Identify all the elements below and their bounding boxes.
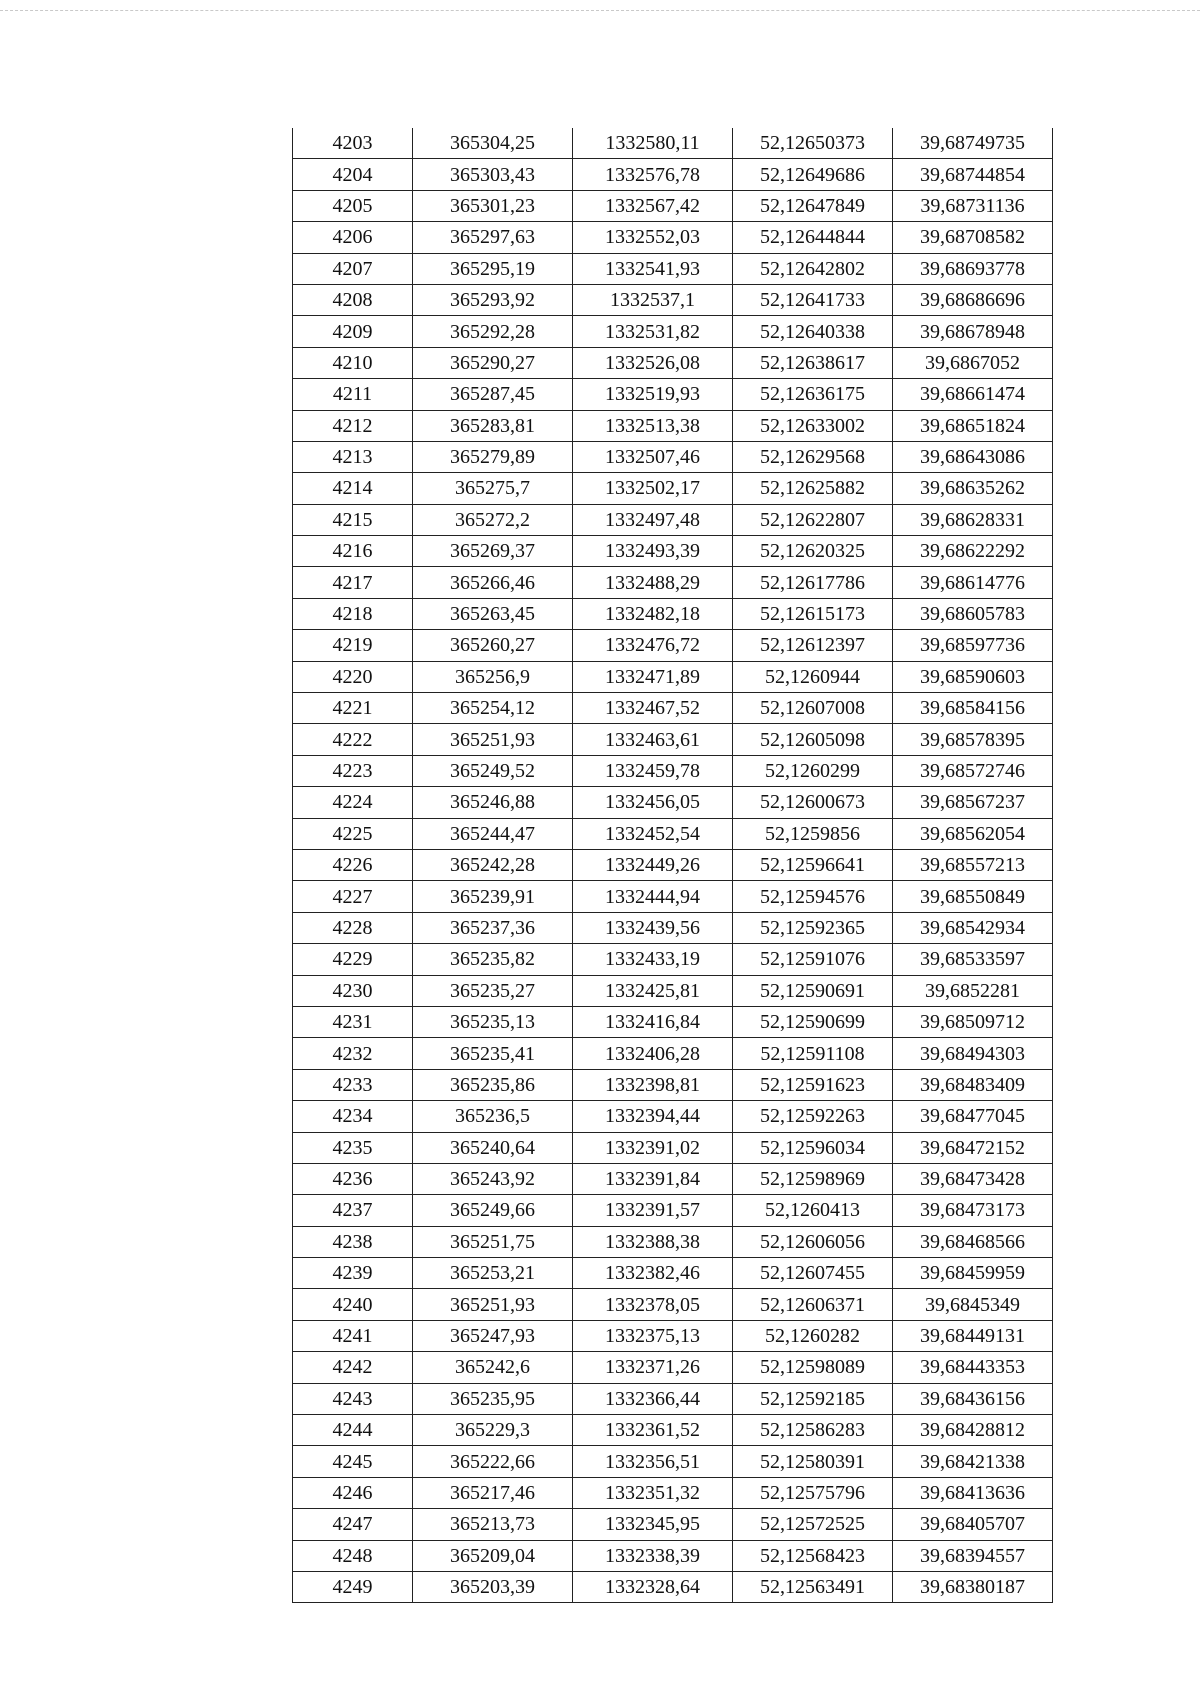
latitude-cell: 52,12596034	[733, 1132, 893, 1163]
y-coordinate-cell: 1332488,29	[573, 567, 733, 598]
longitude-cell: 39,6845349	[893, 1289, 1053, 1320]
latitude-cell: 52,12575796	[733, 1477, 893, 1508]
table-row	[293, 536, 1053, 567]
y-coordinate-cell: 1332456,05	[573, 787, 733, 818]
table-row	[293, 441, 1053, 472]
latitude-cell: 52,12572525	[733, 1509, 893, 1540]
y-coordinate-cell: 1332507,46	[573, 441, 733, 472]
y-coordinate-cell: 1332375,13	[573, 1320, 733, 1351]
table-row	[293, 1038, 1053, 1069]
table-row	[293, 630, 1053, 661]
y-coordinate-cell: 1332476,72	[573, 630, 733, 661]
point-number-cell: 4247	[293, 1509, 413, 1540]
longitude-cell: 39,68643086	[893, 441, 1053, 472]
table-row	[293, 881, 1053, 912]
scan-edge-line	[0, 10, 1200, 11]
point-number-cell: 4210	[293, 347, 413, 378]
table-row	[293, 1006, 1053, 1037]
longitude-cell: 39,68628331	[893, 504, 1053, 535]
point-number-cell: 4238	[293, 1226, 413, 1257]
x-coordinate-cell: 365229,3	[413, 1415, 573, 1446]
point-number-cell: 4215	[293, 504, 413, 535]
point-number-cell: 4218	[293, 598, 413, 629]
point-number-cell: 4236	[293, 1163, 413, 1194]
longitude-cell: 39,68443353	[893, 1352, 1053, 1383]
latitude-cell: 52,12629568	[733, 441, 893, 472]
longitude-cell: 39,68744854	[893, 159, 1053, 190]
point-number-cell: 4239	[293, 1258, 413, 1289]
point-number-cell: 4240	[293, 1289, 413, 1320]
point-number-cell: 4248	[293, 1540, 413, 1571]
longitude-cell: 39,68472152	[893, 1132, 1053, 1163]
longitude-cell: 39,68477045	[893, 1101, 1053, 1132]
point-number-cell: 4208	[293, 284, 413, 315]
y-coordinate-cell: 1332406,28	[573, 1038, 733, 1069]
table-row	[293, 724, 1053, 755]
longitude-cell: 39,68494303	[893, 1038, 1053, 1069]
longitude-cell: 39,68584156	[893, 693, 1053, 724]
point-number-cell: 4249	[293, 1571, 413, 1602]
longitude-cell: 39,68483409	[893, 1069, 1053, 1100]
latitude-cell: 52,12607008	[733, 693, 893, 724]
latitude-cell: 52,12598969	[733, 1163, 893, 1194]
longitude-cell: 39,68572746	[893, 755, 1053, 786]
x-coordinate-cell: 365242,28	[413, 849, 573, 880]
point-number-cell: 4211	[293, 379, 413, 410]
point-number-cell: 4209	[293, 316, 413, 347]
table-row	[293, 410, 1053, 441]
table-row	[293, 567, 1053, 598]
y-coordinate-cell: 1332444,94	[573, 881, 733, 912]
table-row	[293, 1320, 1053, 1351]
latitude-cell: 52,12640338	[733, 316, 893, 347]
table-row	[293, 253, 1053, 284]
x-coordinate-cell: 365235,82	[413, 944, 573, 975]
y-coordinate-cell: 1332356,51	[573, 1446, 733, 1477]
latitude-cell: 52,12625882	[733, 473, 893, 504]
table-row	[293, 944, 1053, 975]
table-row	[293, 787, 1053, 818]
x-coordinate-cell: 365235,95	[413, 1383, 573, 1414]
y-coordinate-cell: 1332493,39	[573, 536, 733, 567]
table-row	[293, 1195, 1053, 1226]
y-coordinate-cell: 1332378,05	[573, 1289, 733, 1320]
table-row	[293, 849, 1053, 880]
table-row	[293, 1289, 1053, 1320]
latitude-cell: 52,12636175	[733, 379, 893, 410]
longitude-cell: 39,68686696	[893, 284, 1053, 315]
latitude-cell: 52,12622807	[733, 504, 893, 535]
longitude-cell: 39,68394557	[893, 1540, 1053, 1571]
x-coordinate-cell: 365249,52	[413, 755, 573, 786]
longitude-cell: 39,68605783	[893, 598, 1053, 629]
table-row	[293, 598, 1053, 629]
x-coordinate-cell: 365293,92	[413, 284, 573, 315]
x-coordinate-cell: 365303,43	[413, 159, 573, 190]
table-row	[293, 316, 1053, 347]
x-coordinate-cell: 365217,46	[413, 1477, 573, 1508]
point-number-cell: 4207	[293, 253, 413, 284]
point-number-cell: 4234	[293, 1101, 413, 1132]
latitude-cell: 52,12641733	[733, 284, 893, 315]
x-coordinate-cell: 365235,27	[413, 975, 573, 1006]
y-coordinate-cell: 1332391,02	[573, 1132, 733, 1163]
x-coordinate-cell: 365249,66	[413, 1195, 573, 1226]
y-coordinate-cell: 1332391,84	[573, 1163, 733, 1194]
x-coordinate-cell: 365244,47	[413, 818, 573, 849]
x-coordinate-cell: 365266,46	[413, 567, 573, 598]
point-number-cell: 4219	[293, 630, 413, 661]
point-number-cell: 4222	[293, 724, 413, 755]
point-number-cell: 4242	[293, 1352, 413, 1383]
y-coordinate-cell: 1332567,42	[573, 190, 733, 221]
point-number-cell: 4206	[293, 222, 413, 253]
longitude-cell: 39,68542934	[893, 912, 1053, 943]
y-coordinate-cell: 1332531,82	[573, 316, 733, 347]
x-coordinate-cell: 365263,45	[413, 598, 573, 629]
point-number-cell: 4205	[293, 190, 413, 221]
y-coordinate-cell: 1332537,1	[573, 284, 733, 315]
table-row	[293, 1383, 1053, 1414]
point-number-cell: 4212	[293, 410, 413, 441]
x-coordinate-cell: 365272,2	[413, 504, 573, 535]
longitude-cell: 39,68578395	[893, 724, 1053, 755]
longitude-cell: 39,68590603	[893, 661, 1053, 692]
y-coordinate-cell: 1332361,52	[573, 1415, 733, 1446]
latitude-cell: 52,12649686	[733, 159, 893, 190]
x-coordinate-cell: 365297,63	[413, 222, 573, 253]
point-number-cell: 4226	[293, 849, 413, 880]
x-coordinate-cell: 365295,19	[413, 253, 573, 284]
longitude-cell: 39,68468566	[893, 1226, 1053, 1257]
y-coordinate-cell: 1332351,32	[573, 1477, 733, 1508]
table-row	[293, 473, 1053, 504]
table-row	[293, 818, 1053, 849]
latitude-cell: 52,12563491	[733, 1571, 893, 1602]
point-number-cell: 4216	[293, 536, 413, 567]
latitude-cell: 52,12591108	[733, 1038, 893, 1069]
x-coordinate-cell: 365236,5	[413, 1101, 573, 1132]
latitude-cell: 52,12591076	[733, 944, 893, 975]
y-coordinate-cell: 1332497,48	[573, 504, 733, 535]
longitude-cell: 39,68731136	[893, 190, 1053, 221]
latitude-cell: 52,12600673	[733, 787, 893, 818]
x-coordinate-cell: 365240,64	[413, 1132, 573, 1163]
coordinates-table	[292, 128, 1053, 1603]
point-number-cell: 4229	[293, 944, 413, 975]
x-coordinate-cell: 365237,36	[413, 912, 573, 943]
point-number-cell: 4243	[293, 1383, 413, 1414]
longitude-cell: 39,68708582	[893, 222, 1053, 253]
longitude-cell: 39,68473428	[893, 1163, 1053, 1194]
x-coordinate-cell: 365209,04	[413, 1540, 573, 1571]
y-coordinate-cell: 1332467,52	[573, 693, 733, 724]
point-number-cell: 4244	[293, 1415, 413, 1446]
y-coordinate-cell: 1332416,84	[573, 1006, 733, 1037]
x-coordinate-cell: 365242,6	[413, 1352, 573, 1383]
latitude-cell: 52,12644844	[733, 222, 893, 253]
point-number-cell: 4214	[293, 473, 413, 504]
point-number-cell: 4217	[293, 567, 413, 598]
x-coordinate-cell: 365251,75	[413, 1226, 573, 1257]
point-number-cell: 4224	[293, 787, 413, 818]
longitude-cell: 39,68562054	[893, 818, 1053, 849]
longitude-cell: 39,68533597	[893, 944, 1053, 975]
x-coordinate-cell: 365290,27	[413, 347, 573, 378]
latitude-cell: 52,1260282	[733, 1320, 893, 1351]
y-coordinate-cell: 1332452,54	[573, 818, 733, 849]
y-coordinate-cell: 1332328,64	[573, 1571, 733, 1602]
longitude-cell: 39,68661474	[893, 379, 1053, 410]
longitude-cell: 39,68651824	[893, 410, 1053, 441]
x-coordinate-cell: 365301,23	[413, 190, 573, 221]
x-coordinate-cell: 365279,89	[413, 441, 573, 472]
y-coordinate-cell: 1332463,61	[573, 724, 733, 755]
table-row	[293, 693, 1053, 724]
y-coordinate-cell: 1332526,08	[573, 347, 733, 378]
latitude-cell: 52,1260299	[733, 755, 893, 786]
longitude-cell: 39,68421338	[893, 1446, 1053, 1477]
longitude-cell: 39,68597736	[893, 630, 1053, 661]
point-number-cell: 4235	[293, 1132, 413, 1163]
table-row	[293, 1132, 1053, 1163]
point-number-cell: 4223	[293, 755, 413, 786]
y-coordinate-cell: 1332398,81	[573, 1069, 733, 1100]
longitude-cell: 39,68428812	[893, 1415, 1053, 1446]
longitude-cell: 39,68405707	[893, 1509, 1053, 1540]
longitude-cell: 39,68509712	[893, 1006, 1053, 1037]
table-row	[293, 1571, 1053, 1602]
point-number-cell: 4221	[293, 693, 413, 724]
longitude-cell: 39,68749735	[893, 128, 1053, 159]
x-coordinate-cell: 365287,45	[413, 379, 573, 410]
x-coordinate-cell: 365260,27	[413, 630, 573, 661]
y-coordinate-cell: 1332482,18	[573, 598, 733, 629]
point-number-cell: 4213	[293, 441, 413, 472]
table-row	[293, 1446, 1053, 1477]
latitude-cell: 52,12596641	[733, 849, 893, 880]
longitude-cell: 39,6867052	[893, 347, 1053, 378]
x-coordinate-cell: 365235,41	[413, 1038, 573, 1069]
latitude-cell: 52,12592185	[733, 1383, 893, 1414]
y-coordinate-cell: 1332439,56	[573, 912, 733, 943]
y-coordinate-cell: 1332580,11	[573, 128, 733, 159]
latitude-cell: 52,12594576	[733, 881, 893, 912]
table-row	[293, 912, 1053, 943]
x-coordinate-cell: 365256,9	[413, 661, 573, 692]
y-coordinate-cell: 1332541,93	[573, 253, 733, 284]
table-row	[293, 284, 1053, 315]
coordinates-table-body	[293, 128, 1053, 1603]
y-coordinate-cell: 1332552,03	[573, 222, 733, 253]
longitude-cell: 39,68436156	[893, 1383, 1053, 1414]
longitude-cell: 39,6852281	[893, 975, 1053, 1006]
latitude-cell: 52,12638617	[733, 347, 893, 378]
latitude-cell: 52,12650373	[733, 128, 893, 159]
longitude-cell: 39,68635262	[893, 473, 1053, 504]
table-row	[293, 755, 1053, 786]
latitude-cell: 52,12617786	[733, 567, 893, 598]
y-coordinate-cell: 1332433,19	[573, 944, 733, 975]
latitude-cell: 52,12591623	[733, 1069, 893, 1100]
table-row	[293, 1226, 1053, 1257]
point-number-cell: 4228	[293, 912, 413, 943]
x-coordinate-cell: 365239,91	[413, 881, 573, 912]
x-coordinate-cell: 365275,7	[413, 473, 573, 504]
longitude-cell: 39,68473173	[893, 1195, 1053, 1226]
y-coordinate-cell: 1332513,38	[573, 410, 733, 441]
table-row	[293, 347, 1053, 378]
latitude-cell: 52,12592263	[733, 1101, 893, 1132]
y-coordinate-cell: 1332471,89	[573, 661, 733, 692]
y-coordinate-cell: 1332502,17	[573, 473, 733, 504]
latitude-cell: 52,12592365	[733, 912, 893, 943]
longitude-cell: 39,68567237	[893, 787, 1053, 818]
y-coordinate-cell: 1332449,26	[573, 849, 733, 880]
table-row	[293, 1509, 1053, 1540]
y-coordinate-cell: 1332338,39	[573, 1540, 733, 1571]
table-row	[293, 1163, 1053, 1194]
y-coordinate-cell: 1332394,44	[573, 1101, 733, 1132]
table-row	[293, 1477, 1053, 1508]
longitude-cell: 39,68622292	[893, 536, 1053, 567]
latitude-cell: 52,1260944	[733, 661, 893, 692]
point-number-cell: 4203	[293, 128, 413, 159]
latitude-cell: 52,12642802	[733, 253, 893, 284]
point-number-cell: 4227	[293, 881, 413, 912]
latitude-cell: 52,12606056	[733, 1226, 893, 1257]
x-coordinate-cell: 365246,88	[413, 787, 573, 818]
latitude-cell: 52,12606371	[733, 1289, 893, 1320]
table-row	[293, 661, 1053, 692]
latitude-cell: 52,12607455	[733, 1258, 893, 1289]
y-coordinate-cell: 1332425,81	[573, 975, 733, 1006]
x-coordinate-cell: 365304,25	[413, 128, 573, 159]
point-number-cell: 4220	[293, 661, 413, 692]
table-row	[293, 1258, 1053, 1289]
y-coordinate-cell: 1332371,26	[573, 1352, 733, 1383]
latitude-cell: 52,12615173	[733, 598, 893, 629]
latitude-cell: 52,12598089	[733, 1352, 893, 1383]
latitude-cell: 52,12590699	[733, 1006, 893, 1037]
point-number-cell: 4233	[293, 1069, 413, 1100]
latitude-cell: 52,12590691	[733, 975, 893, 1006]
point-number-cell: 4241	[293, 1320, 413, 1351]
x-coordinate-cell: 365222,66	[413, 1446, 573, 1477]
longitude-cell: 39,68380187	[893, 1571, 1053, 1602]
x-coordinate-cell: 365269,37	[413, 536, 573, 567]
table-row	[293, 1540, 1053, 1571]
point-number-cell: 4204	[293, 159, 413, 190]
x-coordinate-cell: 365203,39	[413, 1571, 573, 1602]
table-row	[293, 504, 1053, 535]
latitude-cell: 52,12633002	[733, 410, 893, 441]
longitude-cell: 39,68678948	[893, 316, 1053, 347]
latitude-cell: 52,12580391	[733, 1446, 893, 1477]
table-row	[293, 1415, 1053, 1446]
x-coordinate-cell: 365213,73	[413, 1509, 573, 1540]
y-coordinate-cell: 1332345,95	[573, 1509, 733, 1540]
longitude-cell: 39,68459959	[893, 1258, 1053, 1289]
longitude-cell: 39,68693778	[893, 253, 1053, 284]
y-coordinate-cell: 1332382,46	[573, 1258, 733, 1289]
x-coordinate-cell: 365235,13	[413, 1006, 573, 1037]
x-coordinate-cell: 365247,93	[413, 1320, 573, 1351]
x-coordinate-cell: 365254,12	[413, 693, 573, 724]
table-row	[293, 1069, 1053, 1100]
longitude-cell: 39,68614776	[893, 567, 1053, 598]
table-row	[293, 1101, 1053, 1132]
y-coordinate-cell: 1332519,93	[573, 379, 733, 410]
y-coordinate-cell: 1332388,38	[573, 1226, 733, 1257]
y-coordinate-cell: 1332366,44	[573, 1383, 733, 1414]
y-coordinate-cell: 1332391,57	[573, 1195, 733, 1226]
point-number-cell: 4225	[293, 818, 413, 849]
x-coordinate-cell: 365253,21	[413, 1258, 573, 1289]
latitude-cell: 52,12647849	[733, 190, 893, 221]
point-number-cell: 4232	[293, 1038, 413, 1069]
x-coordinate-cell: 365283,81	[413, 410, 573, 441]
longitude-cell: 39,68557213	[893, 849, 1053, 880]
longitude-cell: 39,68550849	[893, 881, 1053, 912]
point-number-cell: 4230	[293, 975, 413, 1006]
table-row	[293, 1352, 1053, 1383]
longitude-cell: 39,68413636	[893, 1477, 1053, 1508]
x-coordinate-cell: 365235,86	[413, 1069, 573, 1100]
point-number-cell: 4245	[293, 1446, 413, 1477]
longitude-cell: 39,68449131	[893, 1320, 1053, 1351]
x-coordinate-cell: 365243,92	[413, 1163, 573, 1194]
table-row	[293, 128, 1053, 159]
latitude-cell: 52,12612397	[733, 630, 893, 661]
latitude-cell: 52,1259856	[733, 818, 893, 849]
table-row	[293, 379, 1053, 410]
latitude-cell: 52,12568423	[733, 1540, 893, 1571]
y-coordinate-cell: 1332576,78	[573, 159, 733, 190]
latitude-cell: 52,12605098	[733, 724, 893, 755]
table-row	[293, 975, 1053, 1006]
latitude-cell: 52,12620325	[733, 536, 893, 567]
table-row	[293, 222, 1053, 253]
y-coordinate-cell: 1332459,78	[573, 755, 733, 786]
point-number-cell: 4246	[293, 1477, 413, 1508]
table-row	[293, 190, 1053, 221]
latitude-cell: 52,1260413	[733, 1195, 893, 1226]
x-coordinate-cell: 365251,93	[413, 1289, 573, 1320]
latitude-cell: 52,12586283	[733, 1415, 893, 1446]
x-coordinate-cell: 365251,93	[413, 724, 573, 755]
point-number-cell: 4237	[293, 1195, 413, 1226]
table-row	[293, 159, 1053, 190]
point-number-cell: 4231	[293, 1006, 413, 1037]
x-coordinate-cell: 365292,28	[413, 316, 573, 347]
